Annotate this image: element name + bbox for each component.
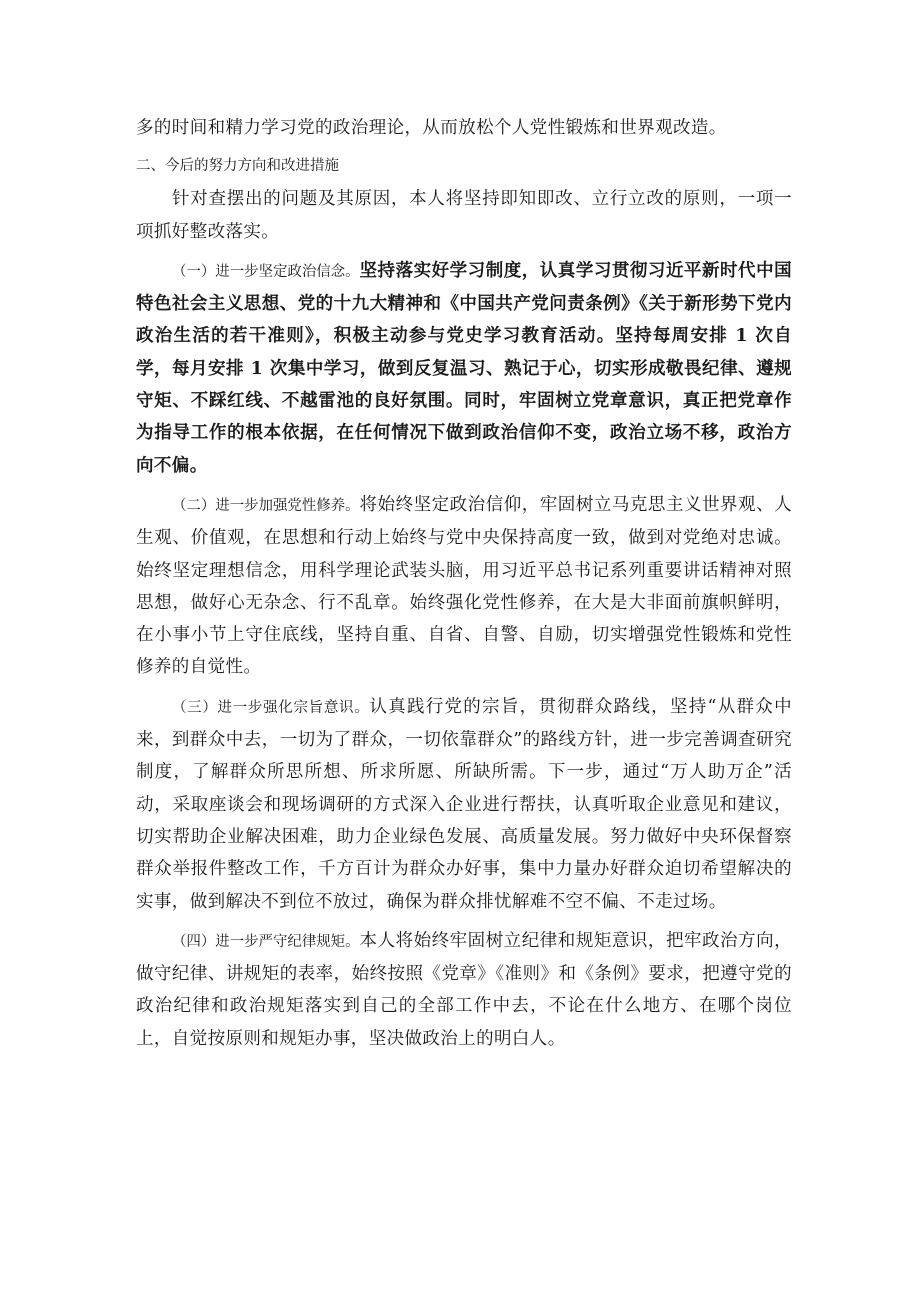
item-paragraph-4 xyxy=(136,925,792,1055)
item-body-2: 将始终坚定政治信仰，牢固树立马克思主义世界观、人生观、价值观，在思想和行动上始终与党中央保持高度一致，做到对党绝对忠诚。始终坚定理想信念，用科学理论武装头脑，用习近平总书记系列重要讲话精神对照思想，做好心无杂念、行不乱章。始终强化党性修养，在大是大非面前旗帜鲜明，在小事小节上守住底线，坚持自重、自省、自警、自励，切实增强党性锻炼和党性修养的自觉性。 xyxy=(136,494,792,678)
item-paragraph-1 xyxy=(136,255,792,482)
item-body-1: 坚持落实好学习制度，认真学习贯彻习近平新时代中国特色社会主义思想、党的十九大精神和《中国共产党问责条例》《关于新形势下党内政治生活的若干准则》，积极主动参与党史学习教育活动。坚持每周安排 1 次自学，每月安排 1 次集中学习，做到反复温习、熟记于心，切实形成敬畏纪律、遵规守矩、不踩红线、不越雷池的良好氛围。同时，牢固树立党章意识，真正把党章作为指导工作的根本依据，在任何情况下做到政治信仰不变，政治立场不移，政治方向不偏。 xyxy=(136,260,792,476)
section-heading: 二、今后的努力方向和改进措施 xyxy=(136,158,339,175)
item-label-4: （四）进一步严守纪律规矩。 xyxy=(172,933,360,950)
item-label-2: （二）进一步加强党性修养。 xyxy=(172,497,360,514)
item-label-3: （三）进一步强化宗旨意识。 xyxy=(172,699,370,716)
item-paragraph-3 xyxy=(136,691,792,918)
opening-paragraph: 针对查摆出的问题及其原因，本人将坚持即知即改、立行立改的原则，一项一项抓好整改落实。 xyxy=(136,189,792,242)
item-body-4: 本人将始终牢固树立纪律和规矩意识，把牢政治方向，做守纪律、讲规矩的表率，始终按照《党章》《准则》和《条例》要求，把遵守党的政治纪律和政治规矩落实到自己的全部工作中去，不论在什么地方、在哪个岗位上，自觉按原则和规矩办事，坚决做政治上的明白人。 xyxy=(136,930,792,1049)
item-paragraph-2 xyxy=(136,489,792,684)
intro-paragraph: 多的时间和精力学习党的政治理论，从而放松个人党性锻炼和世界观改造。 xyxy=(136,118,727,138)
document-body xyxy=(136,112,792,1055)
item-body-3: 认真践行党的宗旨，贯彻群众路线，坚持“从群众中来，到群众中去，一切为了群众，一切依靠群众”的路线方针，进一步完善调查研究制度，了解群众所思所想、所求所愿、所缺所需。下一步，通过“万人助万企”活动，采取座谈会和现场调研的方式深入企业进行帮扶，认真听取企业意见和建议，切实帮助企业解决困难，助力企业绿色发展、高质量发展。努力做好中央环保督察群众举报件整改工作，千方百计为群众办好事，集中力量办好群众迫切希望解决的实事，做到解决不到位不放过，确保为群众排忧解难不空不偏、不走过场。 xyxy=(136,696,792,912)
item-label-1: （一）进一步坚定政治信念。 xyxy=(172,263,360,280)
